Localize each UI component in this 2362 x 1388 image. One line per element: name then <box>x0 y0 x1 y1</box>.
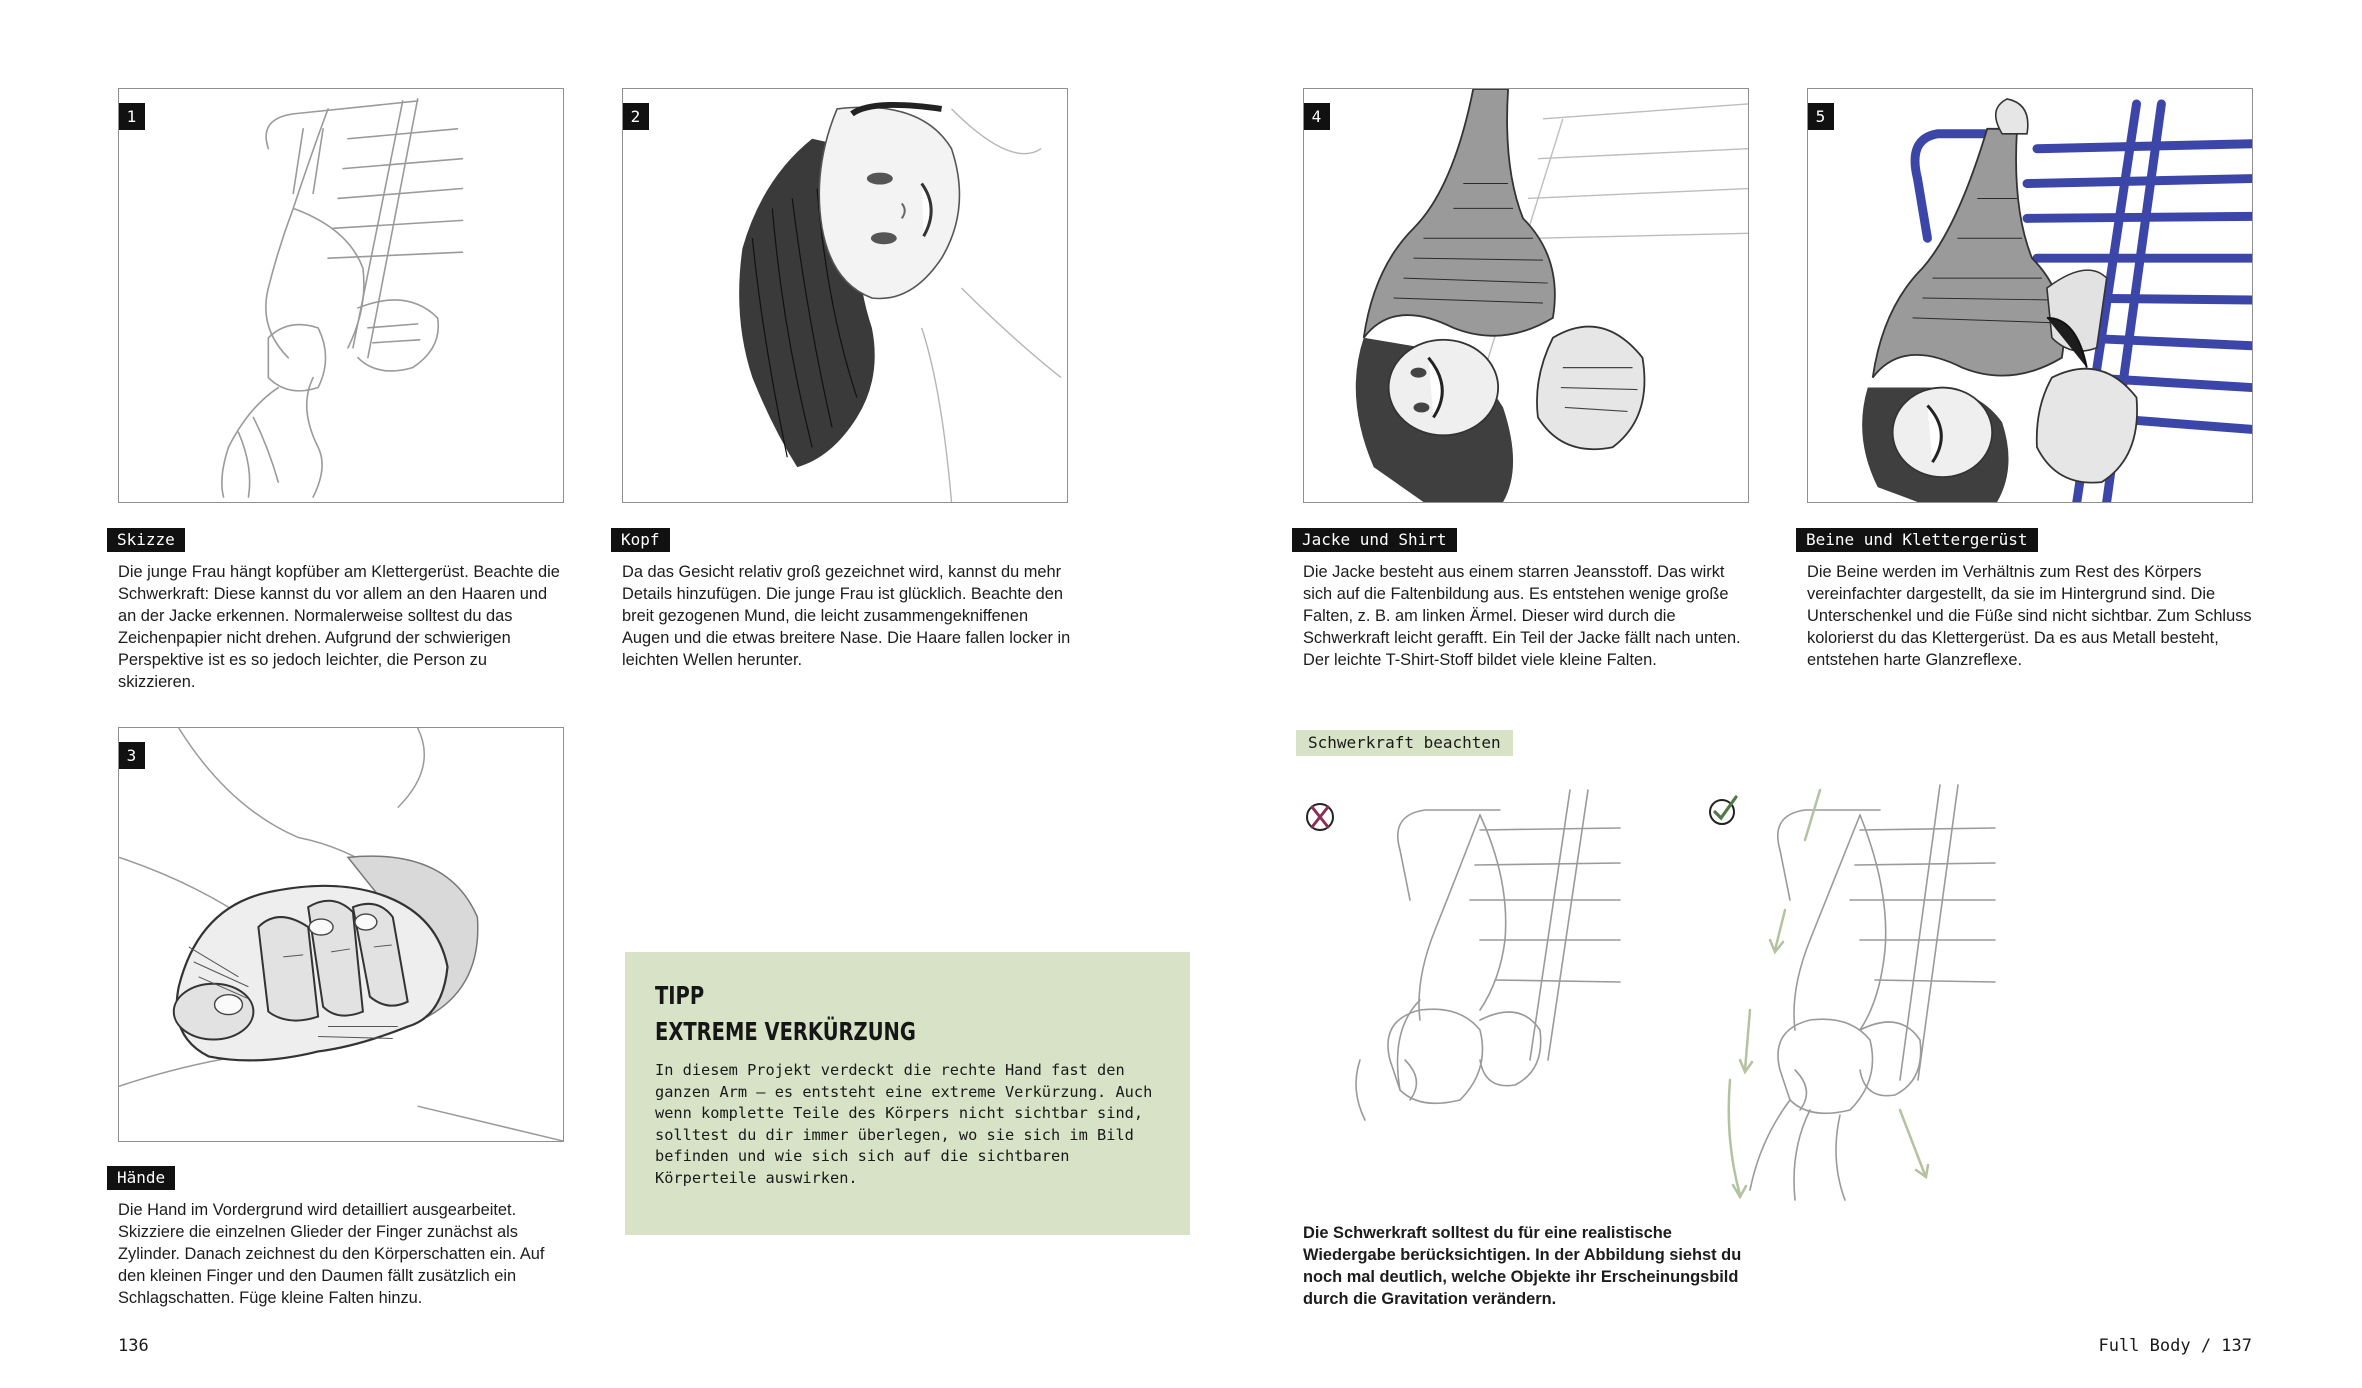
tip-box <box>625 952 1190 1235</box>
tip-title: EXTREME VERKÜRZUNG <box>655 1017 916 1046</box>
sketch-illustration <box>119 89 563 502</box>
page-number-right: Full Body / 137 <box>2098 1336 2252 1356</box>
step-2-text: Da das Gesicht relativ groß gezeichnet wird, kannst du mehr Details hinzufügen. Die junge Frau ist glücklich. Beachte den breit gezogenen Mund, die leicht zusammengekniffenen Augen und die etwas breitere Nase. Die Haare fallen locker in leichten Wellen herunter. <box>622 563 1071 669</box>
step-1-text: Die junge Frau hängt kopfüber am Klettergerüst. Beachte die Schwerkraft: Diese kannst du vor allem an den Haaren und an der Jacke erkennen. Normalerweise solltest du das Zeichenpapier nicht drehen. Aufgrund der schwierigen Perspektive ist es so jedoch leichter, die Person zu skizzieren. <box>118 563 560 691</box>
step-3-number: 3 <box>118 742 145 769</box>
wrong-gravity-illustration <box>1330 780 1630 1180</box>
step-2-number: 2 <box>622 103 649 130</box>
gravity-text: Die Schwerkraft solltest du für eine realistische Wiedergabe berücksichtigen. In der Abbildung siehst du noch mal deutlich, welche Objekte ihr Erscheinungsbild durch die Gravitation verändern. <box>1303 1224 1742 1308</box>
step-3-panel <box>118 727 564 1142</box>
correct-gravity-illustration <box>1700 780 2000 1210</box>
step-5-panel <box>1807 88 2253 503</box>
step-4-panel <box>1303 88 1749 503</box>
step-2-panel <box>622 88 1068 503</box>
step-1-label: Skizze <box>107 528 185 552</box>
step-2-label: Kopf <box>611 528 670 552</box>
step-1-panel <box>118 88 564 503</box>
step-4-text: Die Jacke besteht aus einem starren Jeansstoff. Das wirkt sich auf die Faltenbildung aus. Es entstehen wenige große Falten, z. B. am linken Ärmel. Dieser wird durch die Schwerkraft leicht gerafft. Ein Teil der Jacke fällt nach unten. Der leichte T-Shirt-Stoff bildet viele kleine Falten. <box>1303 563 1741 669</box>
step-3-text: Die Hand im Vordergrund wird detailliert ausgearbeitet. Skizziere die einzelnen Glieder der Finger zunächst als Zylinder. Danach zeichnest du den Körperschatten ein. Auf den kleinen Finger und den Daumen fällt zusätzlich ein Schlagschatten. Füge kleine Falten hinzu. <box>118 1201 545 1307</box>
tip-heading: TIPP <box>655 981 705 1010</box>
step-5-label: Beine und Klettergerüst <box>1796 528 2038 552</box>
step-1-number: 1 <box>118 103 145 130</box>
step-5-text: Die Beine werden im Verhältnis zum Rest des Körpers vereinfachter dargestellt, da sie im Hintergrund sind. Die Unterschenkel und die Füße sind nicht sichtbar. Zum Schluss kolorierst du das Klettergerüst. Da es aus Metall besteht, entstehen harte Glanzreflexe. <box>1807 563 2252 669</box>
step-5-number: 5 <box>1807 103 1834 130</box>
gravity-label: Schwerkraft beachten <box>1296 730 1513 756</box>
step-3-label: Hände <box>107 1166 175 1190</box>
jacket-illustration <box>1304 89 1748 502</box>
step-4-number: 4 <box>1303 103 1330 130</box>
page-number-left: 136 <box>118 1336 149 1356</box>
head-illustration <box>623 89 1067 502</box>
step-4-label: Jacke und Shirt <box>1292 528 1457 552</box>
tip-text: In diesem Projekt verdeckt die rechte Hand fast den ganzen Arm – es entsteht eine extreme Verkürzung. Auch wenn komplette Teile des Körpers nicht sichtbar sind, solltest du dir immer überlegen, wo sie sich im Bild befinden und wie sich sich auf die sichtbaren Körperteile auswirken. <box>655 1061 1153 1187</box>
hand-illustration <box>119 728 563 1141</box>
climbing-frame-illustration <box>1808 89 2252 502</box>
